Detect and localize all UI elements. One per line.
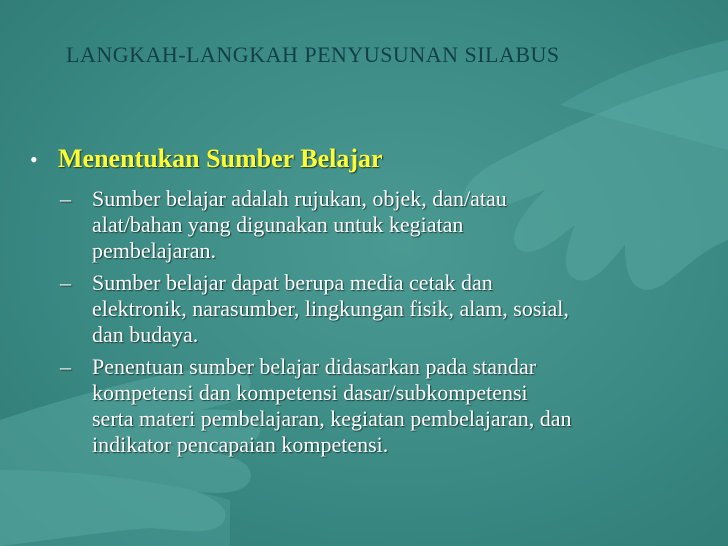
text-line: serta materi pembelajaran, kegiatan pembelajaran, dan — [92, 406, 572, 431]
text-line: indikator pencapaian kompetensi. — [92, 432, 389, 457]
dash-marker: – — [60, 270, 71, 295]
text-line: kompetensi dan kompetensi dasar/subkompetensi — [92, 380, 528, 405]
dash-marker: – — [60, 186, 71, 211]
sub-bullet — [60, 270, 710, 348]
main-bullet — [30, 144, 710, 174]
sub-bullet-list — [60, 186, 710, 464]
text-line: alat/bahan yang digunakan untuk kegiatan — [92, 212, 464, 237]
sub-bullet-text — [92, 270, 692, 348]
bullet-marker: • — [30, 147, 38, 172]
text-line: elektronik, narasumber, lingkungan fisik, alam, sosial, — [92, 296, 569, 321]
text-line: Penentuan sumber belajar didasarkan pada standar — [92, 354, 537, 379]
slide-title: LANGKAH-LANGKAH PENYUSUNAN SILABUS — [66, 42, 560, 67]
text-line: dan budaya. — [92, 322, 199, 347]
text-line: Sumber belajar adalah rujukan, objek, dan/atau — [92, 186, 507, 211]
dash-marker: – — [60, 354, 71, 379]
sub-bullet-text — [92, 354, 692, 458]
text-line: Sumber belajar dapat berupa media cetak dan — [92, 270, 493, 295]
sub-bullet — [60, 354, 710, 458]
sub-bullet-text — [92, 186, 692, 264]
main-bullet-heading: Menentukan Sumber Belajar — [58, 144, 383, 173]
sub-bullet — [60, 186, 710, 264]
text-line: pembelajaran. — [92, 238, 216, 263]
